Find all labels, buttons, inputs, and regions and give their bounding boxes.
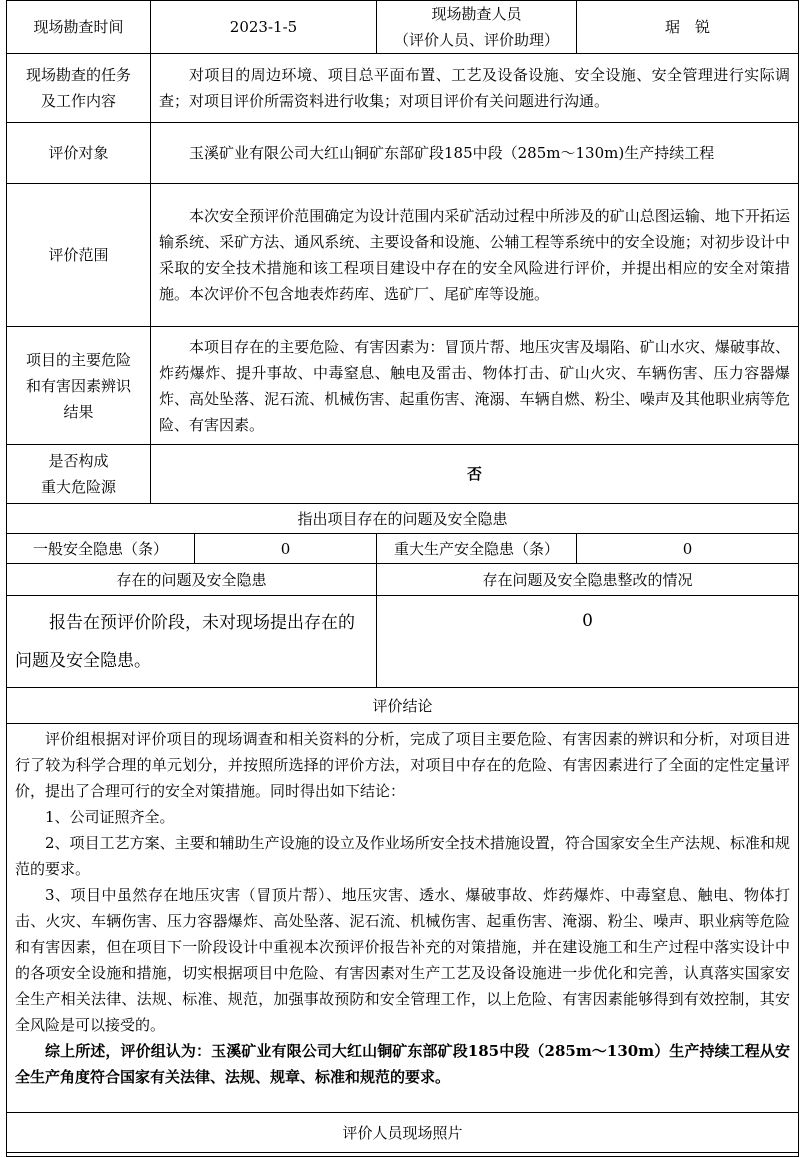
scope-row <box>7 184 799 327</box>
conclusion-paragraph-2: 1、公司证照齐全。 <box>45 808 175 826</box>
scope-label: 评价范围 <box>7 184 151 327</box>
survey-staff-label-line1: 现场勘查人员 <box>431 5 522 23</box>
tasks-row <box>7 54 799 123</box>
conclusion-header-row <box>7 688 799 724</box>
survey-time-label: 现场勘查时间 <box>7 1 151 54</box>
hazards-label <box>7 327 151 445</box>
tasks-content: 对项目的周边环境、项目总平面布置、工艺及设备设施、安全设施、安全管理进行实际调查；对项目评价所需资料进行收集；对项目评价有关问题进行沟通。 <box>151 54 799 123</box>
hazards-content: 本项目存在的主要危险、有害因素为：冒顶片帮、地压灾害及塌陷、矿山水灾、爆破事故、炸药爆炸、提升事故、中毒窒息、触电及雷击、物体打击、矿山火灾、车辆伤害、压力容器爆炸、高处坠落、泥石流、机械伤害、起重伤害、淹溺、车辆自燃、粉尘、噪声及其他职业病等危险、有害因素。 <box>151 327 799 445</box>
scope-content: 本次安全预评价范围确定为设计范围内采矿活动过程中所涉及的矿山总图运输、地下开拓运输系统、采矿方法、通风系统、主要设备和设施、公辅工程等系统中的安全设施；对初步设计中采取的安全技术措施和该工程项目建设中存在的安全风险进行评价，并提出相应的安全对策措施。本次评价不包含地表炸药库、选矿厂、尾矿库等设施。 <box>151 184 799 327</box>
survey-staff-label <box>377 1 577 54</box>
tasks-label-line2: 及工作内容 <box>40 92 116 110</box>
major-hazard-value: 否 <box>151 445 799 504</box>
evaluation-table <box>6 0 799 1157</box>
major-production-hazard-label: 重大生产安全隐患（条） <box>377 534 577 564</box>
conclusion-paragraph-4: 3、项目中虽然存在地压灾害（冒顶片帮）、地压灾害、透水、爆破事故、炸药爆炸、中毒窒息、触电、物体打击、火灾、车辆伤害、压力容器爆炸、高处坠落、泥石流、机械伤害、起重伤害、淹溺、粉尘、噪声、职业病等危险和有害因素，但在项目下一阶段设计中重视本次预评价报告补充的对策措施，并在建设施工和生产过程中落实设计中的各项安全设施和措施，切实根据项目中危险、有害因素对生产工艺及设备设施进一步优化和完善，认真落实国家安全生产相关法律、法规、标准、规范，加强事故预防和安全管理工作，以上危险、有害因素能够得到有效控制，其安全风险是可以接受的。 <box>15 886 790 1034</box>
photos-area <box>7 1153 799 1157</box>
conclusion-summary: 综上所述，评价组认为：玉溪矿业有限公司大红山铜矿东部矿段185中段（285m～130m）生产持续工程从安全生产角度符合国家有关法律、法规、规章、标准和规范的要求。 <box>15 1042 790 1086</box>
issues-col-left-header: 存在的问题及安全隐患 <box>7 564 377 596</box>
photos-header: 评价人员现场照片 <box>7 1113 799 1153</box>
conclusion-paragraph-3: 2、项目工艺方案、主要和辅助生产设施的设立及作业场所安全技术措施设置，符合国家安全生产法规、标准和规范的要求。 <box>15 834 790 878</box>
hazards-row <box>7 327 799 445</box>
survey-time-value: 2023-1-5 <box>151 1 377 54</box>
major-production-hazard-value: 0 <box>577 534 799 564</box>
object-content: 玉溪矿业有限公司大红山铜矿东部矿段185中段（285m～130m)生产持续工程 <box>151 123 799 184</box>
issues-left-text: 报告在预评价阶段，未对现场提出存在的问题及安全隐患。 <box>15 612 355 671</box>
major-hazard-row <box>7 445 799 504</box>
issues-columns-row <box>7 564 799 596</box>
object-row <box>7 123 799 184</box>
major-hazard-label <box>7 445 151 504</box>
survey-row <box>7 1 799 54</box>
conclusion-header: 评价结论 <box>7 688 799 724</box>
tasks-label <box>7 54 151 123</box>
issues-header-row <box>7 504 799 534</box>
issues-count-row <box>7 534 799 564</box>
survey-staff-label-line2: （评价人员、评价助理） <box>393 31 559 49</box>
general-hazard-label: 一般安全隐患（条） <box>7 534 195 564</box>
hazards-label-line1: 项目的主要危险 <box>25 350 131 369</box>
photos-area-row <box>7 1153 799 1157</box>
major-hazard-label-line1: 是否构成 <box>48 452 109 470</box>
general-hazard-value: 0 <box>195 534 377 564</box>
major-hazard-label-line2: 重大危险源 <box>40 478 116 496</box>
hazards-label-line3: 结果 <box>63 402 94 421</box>
conclusion-content <box>7 724 799 1113</box>
survey-staff-value: 琚 锐 <box>577 1 799 54</box>
issues-content-row <box>7 596 799 688</box>
conclusion-paragraph-1: 评价组根据对评价项目的现场调查和相关资料的分析，完成了项目主要危险、有害因素的辨识和分析，对项目进行了较为科学合理的单元划分，并按照所选择的评价方法，对项目中存在的危险、有害因素进行了全面的定性定量评价，提出了合理可行的安全对策措施。同时得出如下结论： <box>15 730 790 800</box>
hazards-label-line2: 和有害因素辨识 <box>25 376 131 395</box>
photos-header-row <box>7 1113 799 1153</box>
issues-left-content <box>7 596 377 688</box>
tasks-label-line1: 现场勘查的任务 <box>25 66 131 84</box>
object-label: 评价对象 <box>7 123 151 184</box>
conclusion-content-row <box>7 724 799 1113</box>
issues-right-content: 0 <box>377 596 799 688</box>
issues-col-right-header: 存在问题及安全隐患整改的情况 <box>377 564 799 596</box>
issues-header: 指出项目存在的问题及安全隐患 <box>7 504 799 534</box>
